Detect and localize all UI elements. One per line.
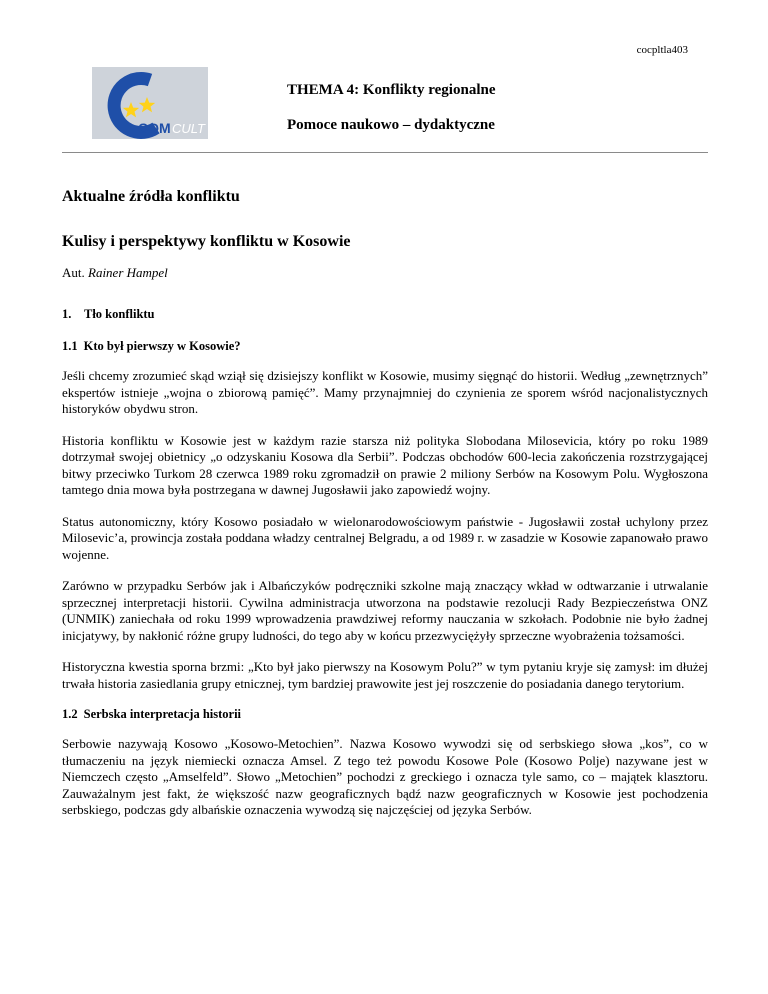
header-subtitle: Pomoce naukowo – dydaktyczne bbox=[287, 117, 495, 133]
author-prefix: Aut. bbox=[62, 265, 85, 280]
section-title: Aktualne źródła konfliktu bbox=[62, 188, 240, 205]
subchapter-number: 1.2 bbox=[62, 707, 78, 721]
comcult-logo-icon bbox=[92, 67, 208, 139]
document-body bbox=[62, 188, 708, 834]
paragraph: Jeśli chcemy zrozumieć skąd wziął się dzisiejszy konflikt w Kosowie, musimy sięgnąć do historii. Według „zewnętrznych” ekspertów istnieje „wojna o zbiorową pamięć”. Mamy przynajmniej do czynienia ze sporem wśród nacjonalistycznych historyków obydwu stron. bbox=[62, 368, 708, 416]
paragraph: Status autonomiczny, który Kosowo posiadało w wielonarodowościowym państwie - Jugosławii został uchylony przez Milosevic’a, prowincja została poddana władzy centralnej Belgradu, a od 1989 r. w zasadzie w Kosowie zapanowało prawo wojenne. bbox=[62, 513, 708, 562]
subchapter-heading bbox=[62, 707, 708, 722]
article-title: Kulisy i perspektywy konfliktu w Kosowie bbox=[62, 233, 351, 250]
header-divider bbox=[62, 152, 708, 153]
subchapter-heading bbox=[62, 339, 708, 354]
paragraph: Historyczna kwestia sporna brzmi: „Kto był jako pierwszy na Kosowym Polu?” w tym pytaniu kryje się zamysł: im dłużej trwała historia zasiedlania grupy etnicznej, tym bardziej prawowite jest jej roszczenie do posiadania danego terytorium. bbox=[62, 659, 708, 691]
paragraph: Historia konfliktu w Kosowie jest w każdym razie starsza niż polityka Slobodana Milosevicia, który po roku 1989 dotrzymał swojej obietnicy „o odzyskaniu Kosowa dla Serbii”. Podczas obchodów 600-lecia zakończenia rozstrzygającej bitwy przeciwko Turkom 28 czerwca 1989 roku zgromadził on prawie 2 miliony Serbów na Kosowym Polu. Wygłoszona tamtego dnia mowa była postrzegana w dawnej Jugosławii jako zapowiedź wojny. bbox=[62, 432, 708, 497]
comcult-logo bbox=[92, 67, 208, 139]
logo-text-com: COM bbox=[138, 120, 171, 136]
chapter-title: Tło konfliktu bbox=[84, 307, 155, 321]
subchapter-number: 1.1 bbox=[62, 339, 78, 353]
author-name: Rainer Hampel bbox=[88, 265, 168, 280]
paragraph: Serbowie nazywają Kosowo „Kosowo-Metochien”. Nazwa Kosowo wywodzi się od serbskiego słowa „kos”, co w tłumaczeniu na język niemiecki oznacza Amsel. Z tego też powodu Kosowe Pole (Kosowo Polje) nazywane jest w Niemczech często „Amselfeld”. Słowo „Metochien” pochodzi z greckiego i oznacza tyle samo, co – majątek klasztoru. Zauważalnym jest fakt, że większość nazw geograficznych bądź nazw geograficznych w Kosowie jest pochodzenia serbskiego, podczas gdy albańskie oznaczenia wywodzą się najczęściej od języka Serbów. bbox=[62, 736, 708, 817]
subchapter-title: Serbska interpretacja historii bbox=[83, 707, 242, 721]
document-code: cocpltla403 bbox=[636, 44, 688, 56]
author-line bbox=[62, 265, 708, 281]
header-title: THEMA 4: Konflikty regionalne bbox=[287, 82, 496, 98]
logo-text-cult: CULT bbox=[172, 121, 205, 136]
subchapter-title: Kto był pierwszy w Kosowie? bbox=[83, 339, 241, 353]
chapter-number: 1. bbox=[62, 307, 72, 321]
chapter-heading bbox=[62, 307, 708, 322]
paragraph: Zarówno w przypadku Serbów jak i Albańczyków podręczniki szkolne mają znaczący wkład w odtwarzanie i utrwalanie sprzecznej interpretacji historii. Cywilna administracja utworzona na podstawie rezolucji Rady Bezpieczeństwa ONZ (UNMIK) zaniechała od roku 1999 wprowadzenia prawdziwej reformy nauczania w szkołach. Podobnie nie było żadnej inicjatywy, by nakłonić różne grupy ludności, do tego aby w końcu przezwyciężyły sprzeczne wyobrażenia tożsamości. bbox=[62, 578, 708, 643]
